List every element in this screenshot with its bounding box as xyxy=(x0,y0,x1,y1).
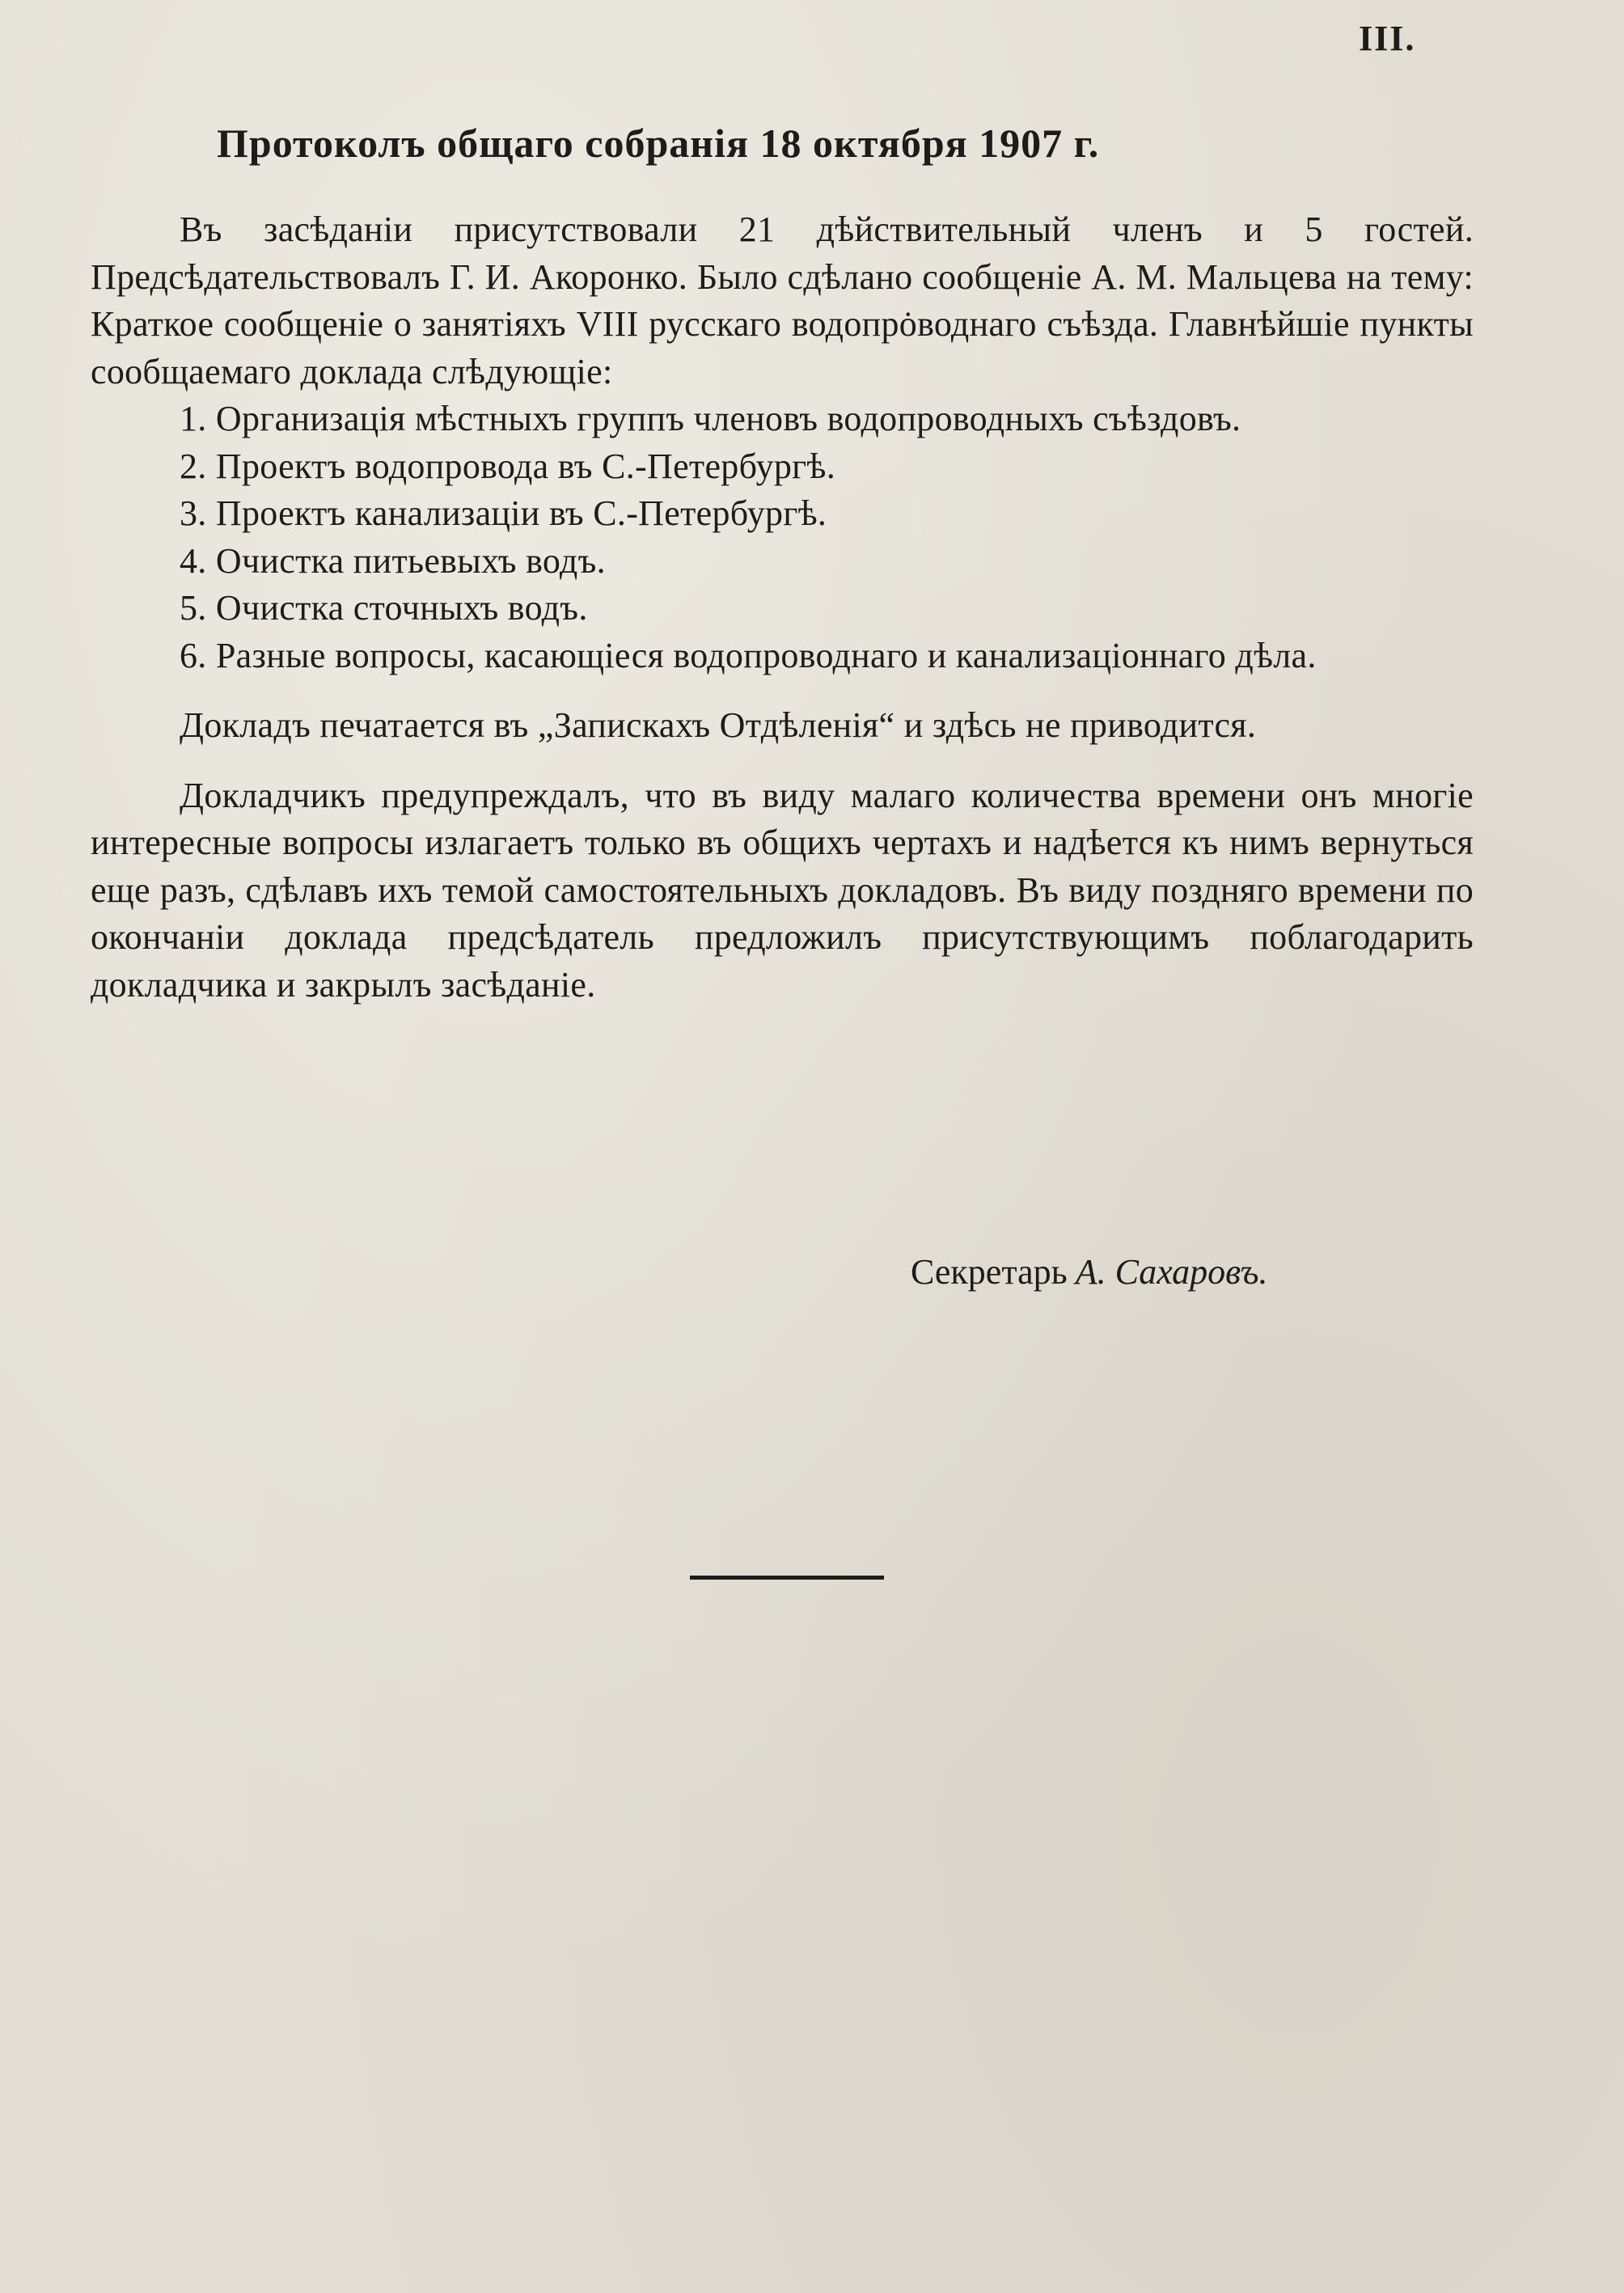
list-item-4: 4. Очистка питьевыхъ водъ. xyxy=(180,540,606,581)
paragraph-closing: Докладчикъ предупреждалъ, что въ виду малаго количества времени онъ многіе интересные вопросы излагаетъ только въ общихъ чертахъ и надѣется къ нимъ вернуться еще разъ, сдѣлавъ ихъ темой самостоятельныхъ докладовъ. Въ виду поздняго времени по окончаніи доклада предсѣдатель предложилъ присутствующимъ поблагодарить докладчика и закрылъ засѣданіе. xyxy=(91,775,1474,1005)
document-body xyxy=(91,206,1474,1009)
end-rule-divider xyxy=(690,1576,884,1580)
list-item-6: 6. Разные вопросы, касающіеся водопроводнаго и канализаціоннаго дѣла. xyxy=(180,635,1317,675)
page-number: III. xyxy=(1359,19,1416,58)
page-title: Протоколъ общаго собранія 18 октября 1907 г. xyxy=(217,121,1100,166)
list-item-1: 1. Организація мѣстныхъ группъ членовъ водопроводныхъ съѣздовъ. xyxy=(180,399,1241,438)
list-item-5: 5. Очистка сточныхъ водъ. xyxy=(180,588,588,628)
list-item-3: 3. Проектъ канализаціи въ С.-Петербургѣ. xyxy=(180,493,827,533)
paragraph-publication-note: Докладъ печатается въ „Запискахъ Отдѣленія“ и здѣсь не приводится. xyxy=(180,705,1257,745)
paragraph-intro: Въ засѣданіи присутствовали 21 дѣйствительный членъ и 5 гостей. Предсѣдательствовалъ Г. И. Акоронко. Было сдѣлано сообщеніе А. М. Мальцева на тему: Краткое сообщеніе о занятіяхъ VIII русскаго водопрȯводнаго съѣзда. Главнѣйшіе пункты сообщаемаго доклада слѣдующіе: xyxy=(91,209,1474,391)
signature-name: А. Сахаровъ. xyxy=(1075,1252,1268,1292)
list-item-2: 2. Проектъ водопровода въ С.-Петербургѣ. xyxy=(180,446,836,486)
signature-role: Секретарь xyxy=(911,1252,1068,1292)
signature-line xyxy=(911,1251,1268,1292)
